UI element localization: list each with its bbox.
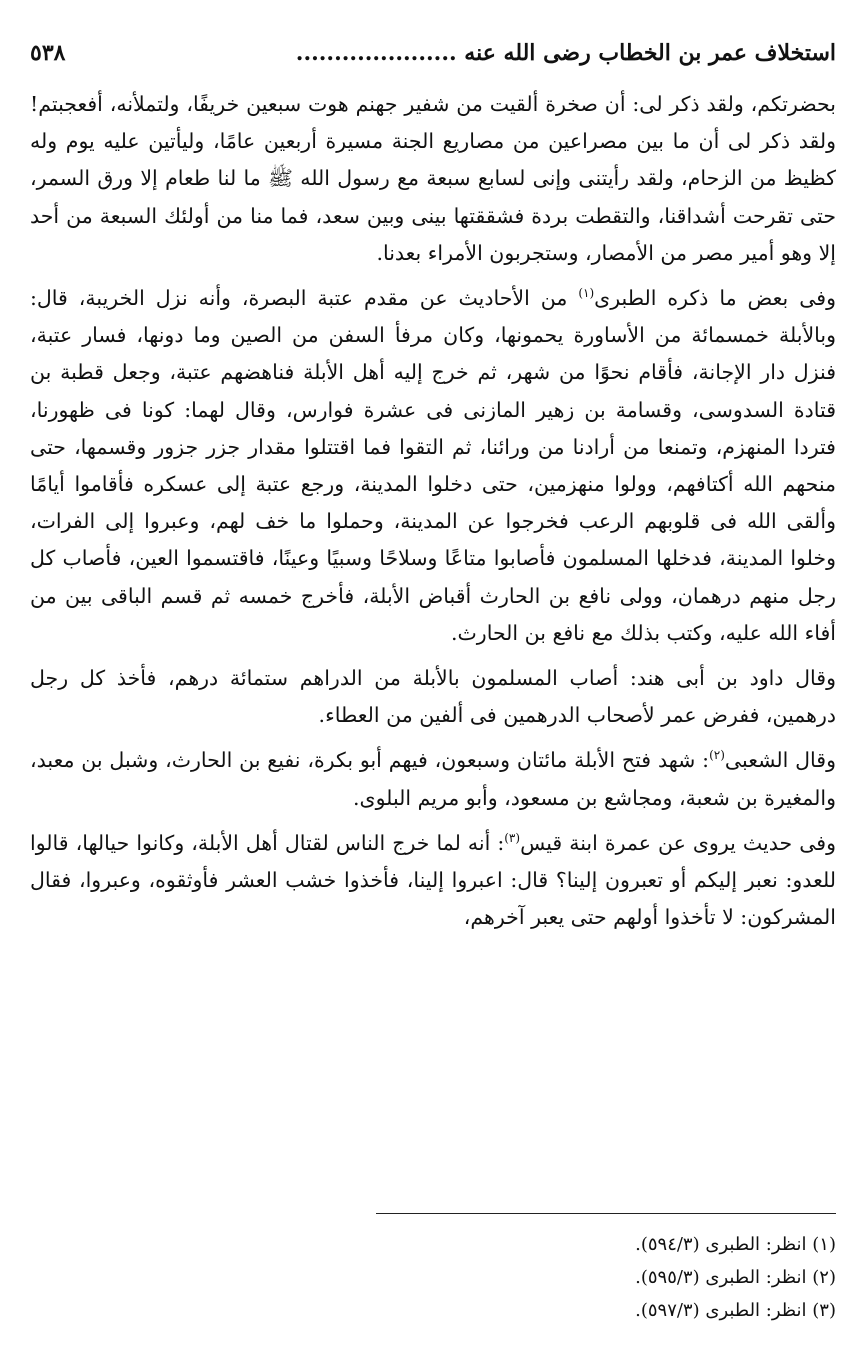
footnotes: [376, 1228, 836, 1327]
running-title: استخلاف عمر بن الخطاب رضى الله عنه .....................: [295, 40, 836, 66]
paragraph: [30, 742, 836, 816]
footnote-reference[interactable]: (٢): [709, 748, 725, 763]
page: [30, 40, 836, 936]
footnote: (٣) انظر: الطبرى (٥٩٧/٣).: [635, 1300, 836, 1321]
footnote-reference[interactable]: (١): [578, 286, 595, 301]
paragraph-text: : شهد فتح الأبلة مائتان وسبعون، فيهم أبو بكرة، نفيع بن الحارث، وشبل بن معبد، والمغيرة بن شعبة، ومجاشع بن مسعود، وأبو مريم البلوى.: [30, 748, 836, 810]
paragraph-text: : أنه لما خرج الناس لقتال أهل الأبلة، وكانوا حيالها، قالوا للعدو: نعبر إليكم أو تعبرون إلينا؟ قال: اعبروا إلينا، فأخذوا خشب العشر فأوثقوه، وعبروا، فقال المشركون: لا تأخذوا أولهم حتى يعبر آخرهم،: [30, 830, 836, 930]
page-header: [30, 40, 836, 86]
paragraph: وقال داود بن أبى هند: أصاب المسلمون بالأبلة من الدراهم ستمائة درهم، فأخذ كل رجل درهمين، ففرض عمر لأصحاب الدرهمين فى ألفين من العطاء.: [30, 666, 836, 728]
paragraph-text: وقال الشعبى: [724, 748, 837, 773]
paragraph-text: من الأحاديث عن مقدم عتبة البصرة، وأنه نزل الخريبة، قال: وبالأبلة خمسمائة من الأساورة يحمونها، وكان مرفأ السفن من الصين وما دونها، فسار عتبة، فنزل دار الإجانة، فأقام نحوًا من شهر، ثم خرج إليه أهل الأبلة فناهضهم عتبة، وجعل قطبة بن قتادة السدوسى، وقسامة بن زهير المازنى فى عشرة فوارس، وقال لهما: كونا فى ظهورنا، فتردا المنهزم، وتمنعا من أرادنا من ورائنا، ثم التقوا فما اقتتلوا مقدار جزر جزور وقسمها، حتى منحهم الله أكتافهم، وولوا منهزمين، حتى دخلوا المدينة، ورجع عتبة إلى عسكره فأقاموا أيامًا وألقى الله فى قلوبهم الرعب فخرجوا عن المدينة، وحملوا ما خف لهم، وعبروا إلى الفرات، وخلوا المدينة، فدخلها المسلمون فأصابوا متاعًا وسلاحًا وسبيًا وعينًا، فاقتسموا العين، فأصاب كل رجل منهم درهمان، وولى نافع بن الحارث أقباض الأبلة، فأخرج خمسه ثم قسم الباقى بين من أفاء الله عليه، وكتب بذلك مع نافع بن الحارث.: [30, 286, 836, 645]
footnote: (٢) انظر: الطبرى (٥٩٥/٣).: [635, 1267, 836, 1288]
footnote-divider: [376, 1213, 836, 1214]
page-number: ٥٣٨: [30, 40, 66, 66]
paragraph-text: وفى حديث يروى عن عمرة ابنة قيس: [520, 830, 836, 855]
paragraph: بحضرتكم، ولقد ذكر لى: أن صخرة ألقيت من شفير جهنم هوت سبعين خريفًا، ولتملأنه، أفعجبتم! ولقد ذكر لى أن ما بين مصراعين من مصاريع الجنة مسيرة أربعين عامًا، وليأتين عليه يوم وله كظيظ من الزحام، ولقد رأيتنى وإنى لسابع سبعة مع رسول الله ﷺ ما لنا طعام إلا ورق السمر، حتى تقرحت أشداقنا، والتقطت بردة فشققتها بينى وبين سعد، فما منا من أولئك السبعة من أحد إلا وهو أمير مصر من الأمصار، وستجربون الأمراء بعدنا.: [30, 92, 836, 265]
paragraph-text: وفى بعض ما ذكره الطبرى: [594, 286, 836, 311]
footnote: (١) انظر: الطبرى (٥٩٤/٣).: [635, 1234, 836, 1255]
body-text: [30, 86, 836, 936]
paragraph: [30, 280, 836, 652]
paragraph: [30, 825, 836, 937]
footnote-reference[interactable]: (٣): [504, 831, 521, 846]
